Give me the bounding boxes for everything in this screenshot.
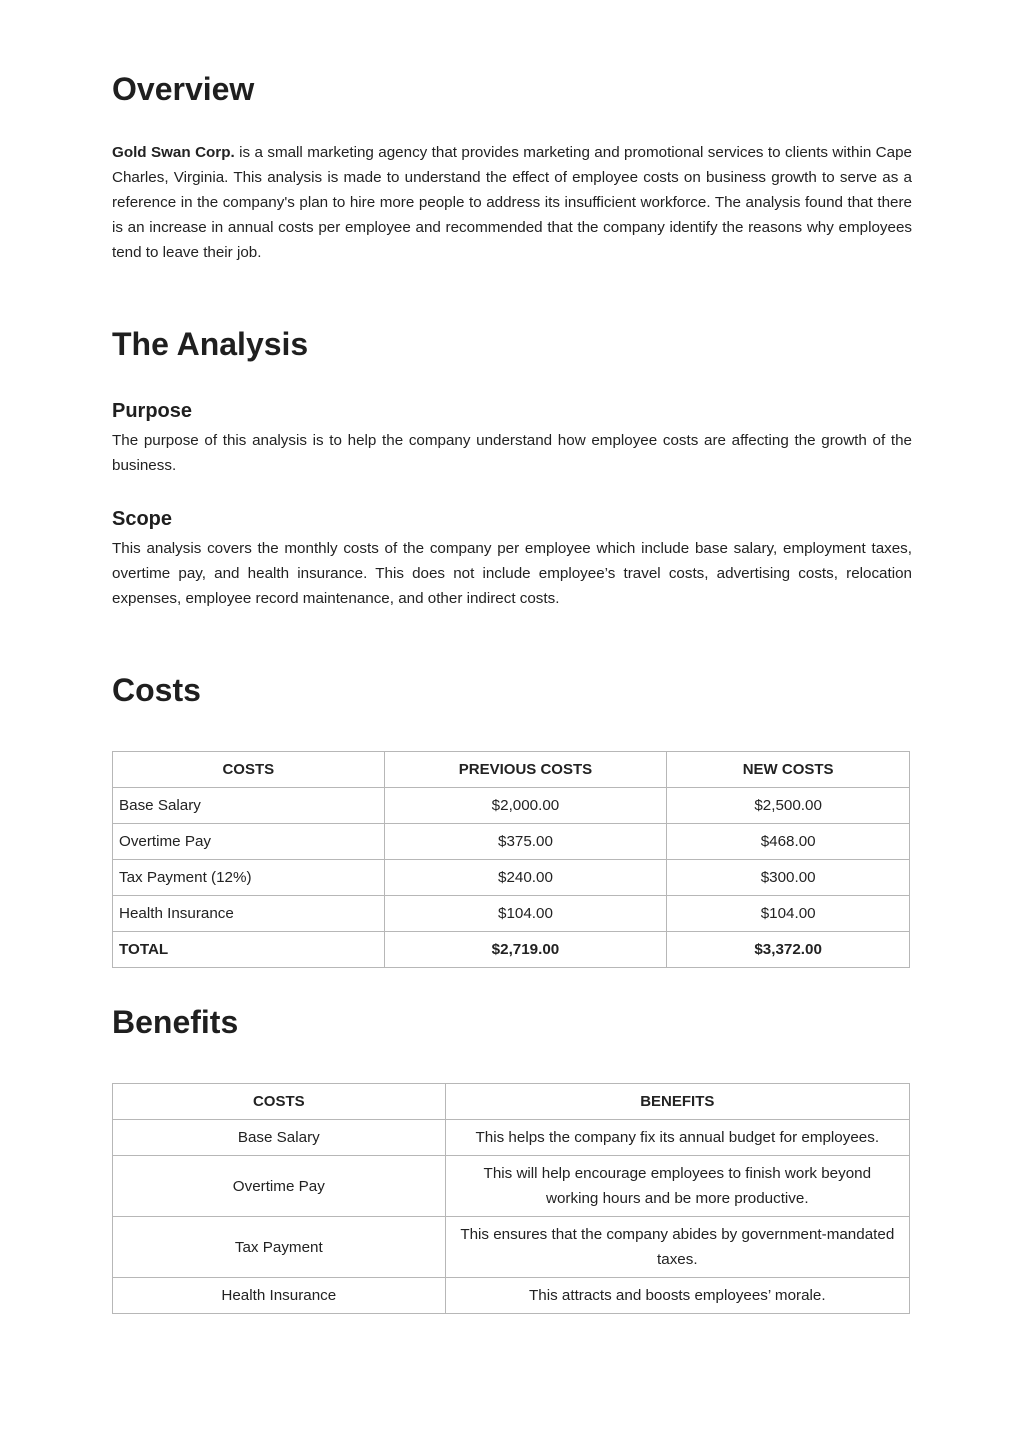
cost-label: Health Insurance — [113, 896, 385, 932]
benefits-table — [112, 1083, 910, 1314]
overview-heading: Overview — [112, 71, 255, 107]
cost-label: Overtime Pay — [113, 824, 385, 860]
previous-cost: $2,000.00 — [384, 788, 667, 824]
cost-item: Health Insurance — [113, 1278, 446, 1314]
new-cost: $2,500.00 — [667, 788, 910, 824]
previous-cost: $104.00 — [384, 896, 667, 932]
table-row — [113, 896, 910, 932]
total-row — [113, 932, 910, 968]
total-previous-cost: $2,719.00 — [384, 932, 667, 968]
column-header: COSTS — [113, 752, 385, 788]
purpose-paragraph: The purpose of this analysis is to help the company understand how employee costs are affecting the growth of the business. — [112, 432, 912, 474]
column-header: COSTS — [113, 1084, 446, 1120]
column-header: PREVIOUS COSTS — [384, 752, 667, 788]
benefits-heading: Benefits — [112, 1004, 239, 1040]
total-label: TOTAL — [113, 932, 385, 968]
table-row — [113, 1217, 910, 1278]
company-name: Gold Swan Corp. — [112, 144, 235, 161]
table-header-row — [113, 752, 910, 788]
scope-heading: Scope — [112, 508, 173, 530]
purpose-heading: Purpose — [112, 400, 193, 422]
new-cost: $468.00 — [667, 824, 910, 860]
overview-paragraph — [112, 140, 912, 265]
previous-cost: $240.00 — [384, 860, 667, 896]
costs-table — [112, 751, 910, 968]
previous-cost: $375.00 — [384, 824, 667, 860]
costs-heading: Costs — [112, 672, 201, 708]
column-header: BENEFITS — [445, 1084, 909, 1120]
benefit-description: This will help encourage employees to finish work beyond working hours and be more productive. — [445, 1156, 909, 1217]
new-cost: $300.00 — [667, 860, 910, 896]
table-row — [113, 1120, 910, 1156]
analysis-heading: The Analysis — [112, 326, 309, 362]
benefit-description: This attracts and boosts employees’ morale. — [445, 1278, 909, 1314]
table-row — [113, 860, 910, 896]
table-row — [113, 1156, 910, 1217]
cost-label: Base Salary — [113, 788, 385, 824]
new-cost: $104.00 — [667, 896, 910, 932]
overview-body: is a small marketing agency that provides marketing and promotional services to clients within Cape Charles, Virginia. This analysis is made to understand the effect of employee costs on business growth to serve as a reference in the company's plan to hire more people to address its insufficient workforce. The analysis found that there is an increase in annual costs per employee and recommended that the company identify the reasons why employees tend to leave their job. — [112, 144, 912, 261]
cost-item: Overtime Pay — [113, 1156, 446, 1217]
benefit-description: This helps the company fix its annual budget for employees. — [445, 1120, 909, 1156]
table-row — [113, 824, 910, 860]
table-header-row — [113, 1084, 910, 1120]
table-row — [113, 1278, 910, 1314]
cost-label: Tax Payment (12%) — [113, 860, 385, 896]
cost-item: Tax Payment — [113, 1217, 446, 1278]
benefit-description: This ensures that the company abides by government-mandated taxes. — [445, 1217, 909, 1278]
table-row — [113, 788, 910, 824]
scope-paragraph: This analysis covers the monthly costs of the company per employee which include base salary, employment taxes, overtime pay, and health insurance. This does not include employee’s travel costs, advertising costs, relocation expenses, employee record maintenance, and other indirect costs. — [112, 540, 912, 607]
column-header: NEW COSTS — [667, 752, 910, 788]
cost-item: Base Salary — [113, 1120, 446, 1156]
total-new-cost: $3,372.00 — [667, 932, 910, 968]
